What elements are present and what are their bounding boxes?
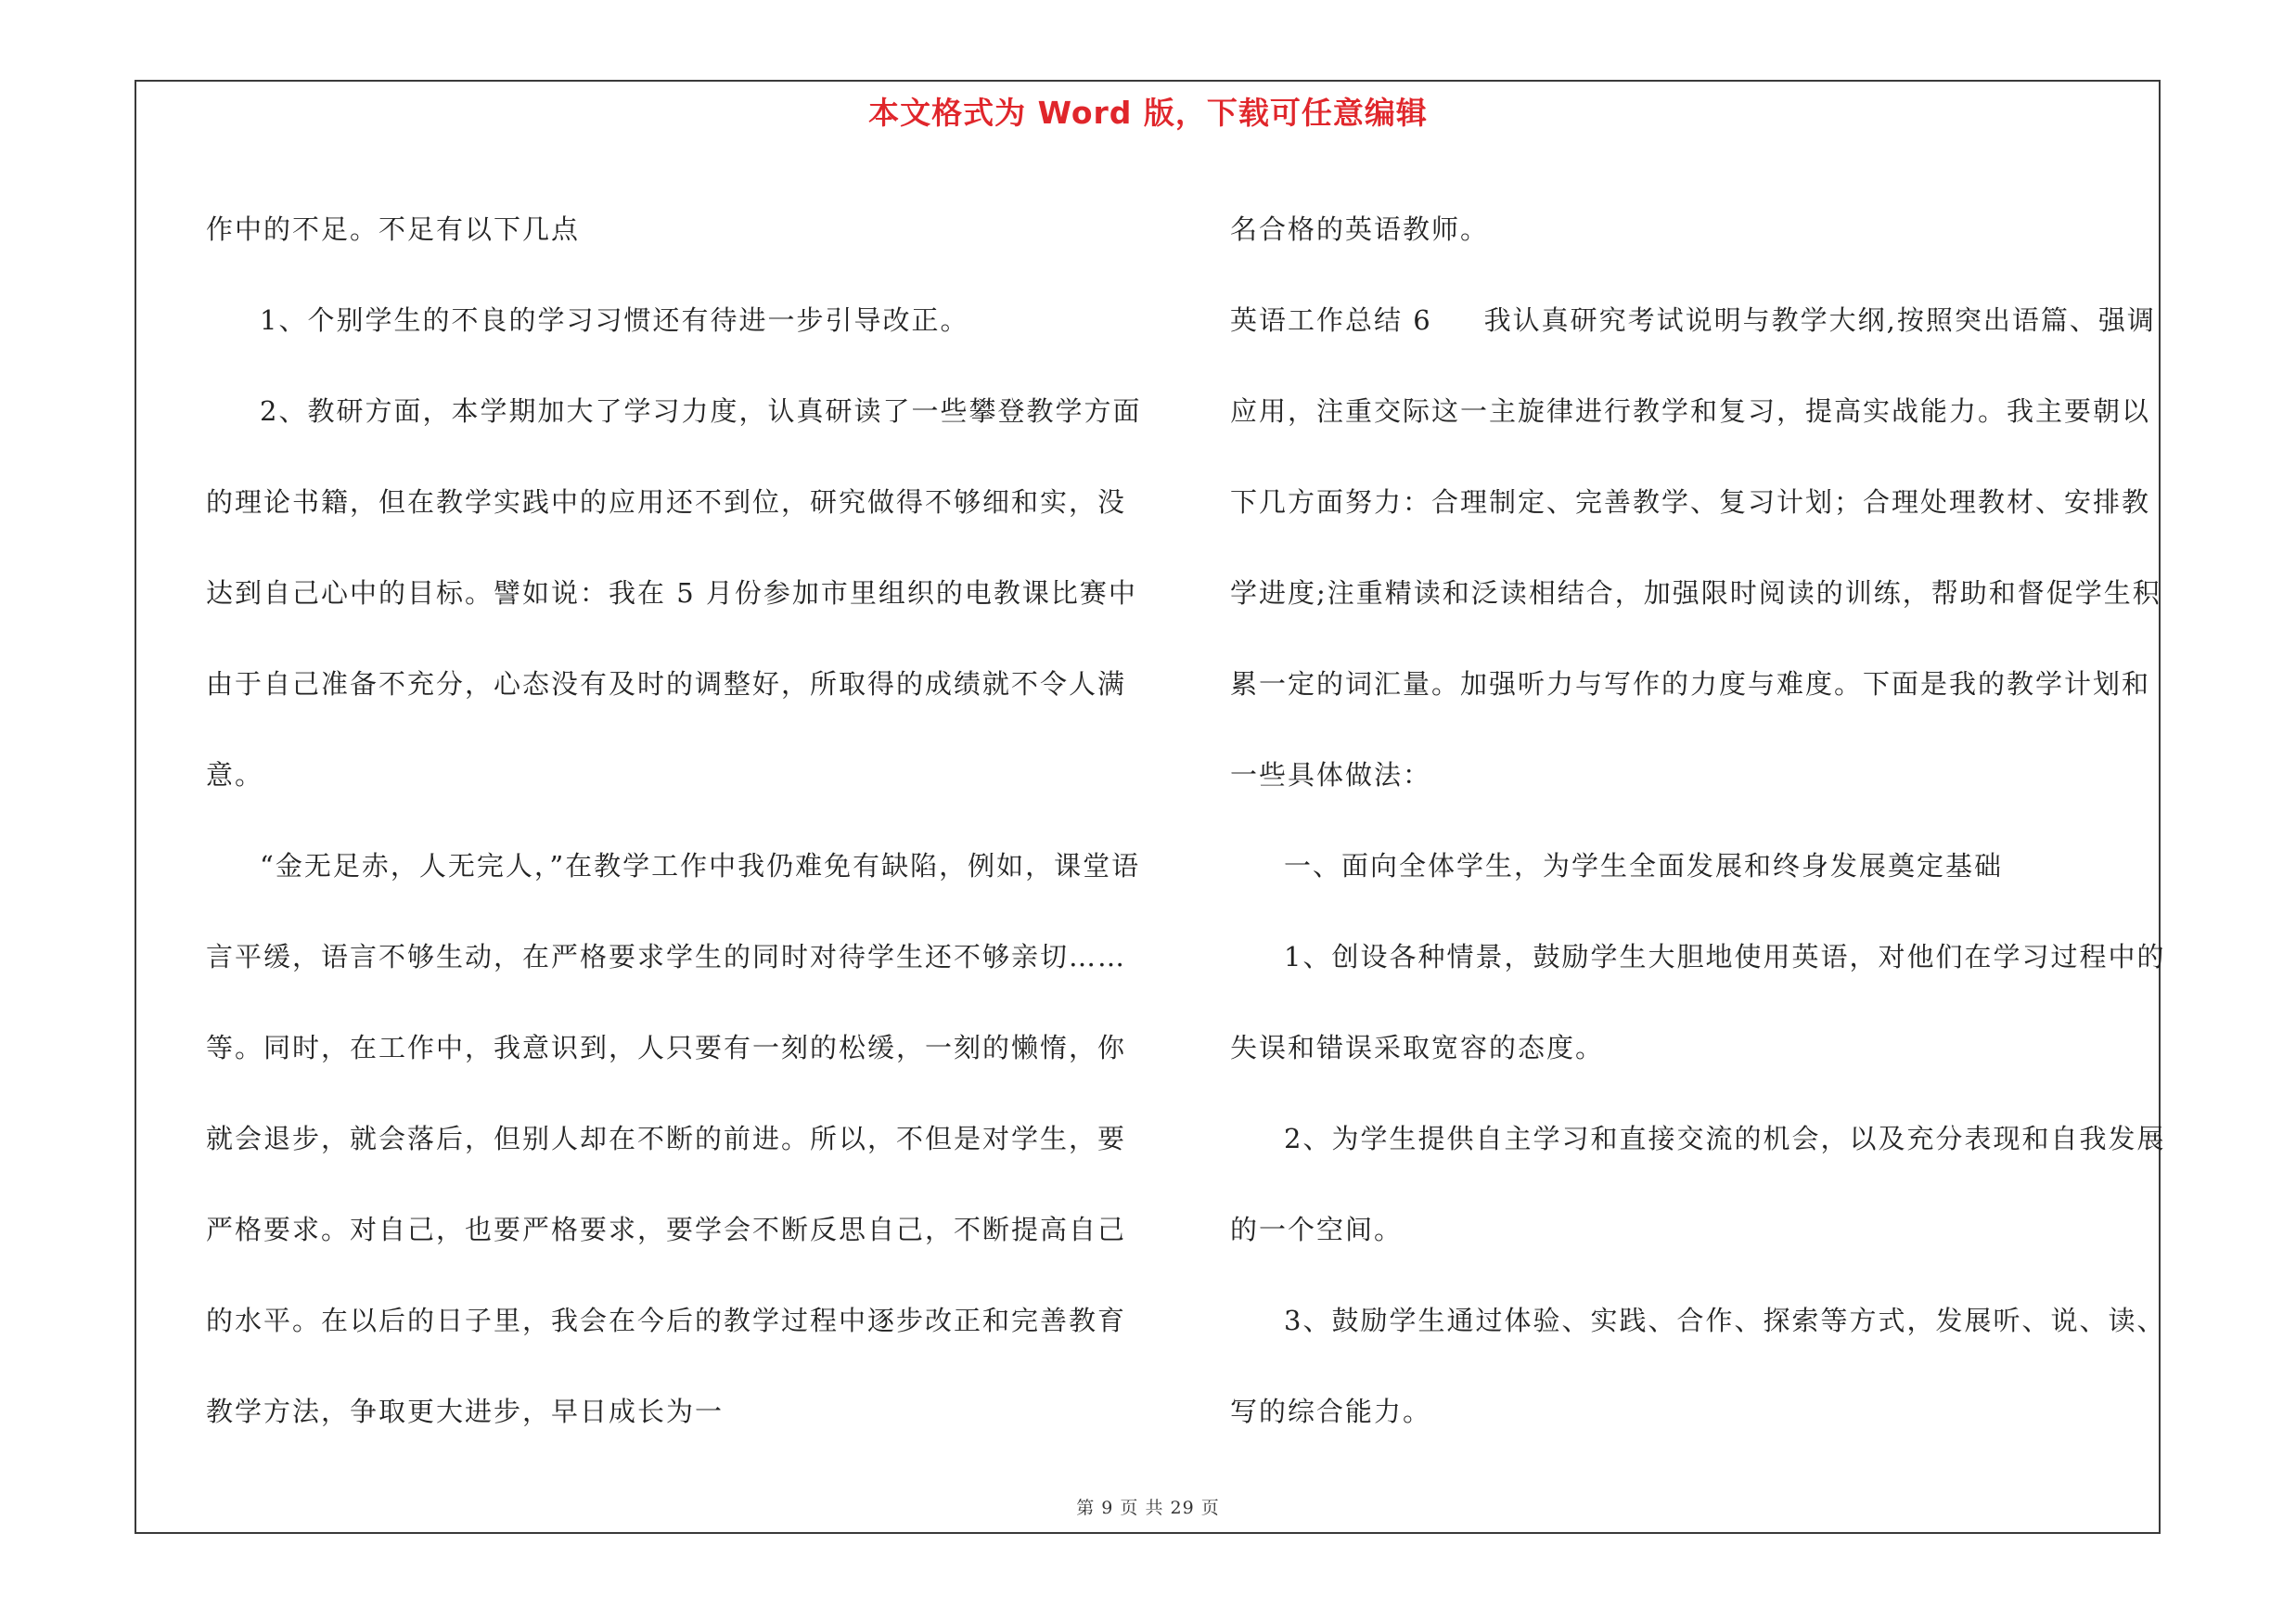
paragraph-continuation: 作中的不足。不足有以下几点 xyxy=(206,213,581,245)
paragraph-item-1: 1、个别学生的不良的学习习惯还有待进一步引导改正。 xyxy=(260,304,969,336)
paragraph-heading-one: 一、面向全体学生，为学生全面发展和终身发展奠定基础 xyxy=(1284,850,2004,882)
paragraph-reflection: “金无足赤，人无完人，”在教学工作中我仍难免有缺陷，例如，课堂语言平缓，语言不够生动，在严格要求学生的同时对待学生还不够亲切……等。同时，在工作中，我意识到，人只要有一刻的松缓，一刻的懒惰，你就会退步，就会落后，但别人却在不断的前进。所以，不但是对学生，要严格要求。对自己，也要严格要求，要学会不断反思自己，不断提高自己的水平。在以后的日子里，我会在今后的教学过程中逐步改正和完善教育教学方法，争取更大进步，早日成长为一 xyxy=(206,850,1141,1427)
section-body: 我认真研究考试说明与教学大纲,按照突出语篇、强调应用，注重交际这一主旋律进行教学和复习，提高实战能力。我主要朝以下几方面努力：合理制定、完善教学、复习计划；合理处理教材、安排教学进度;注重精读和泛读相结合，加强限时阅读的训练，帮助和督促学生积累一定的词汇量。加强听力与写作的力度与难度。下面是我的教学计划和一些具体做法： xyxy=(1230,304,2161,791)
paragraph-point-3: 3、鼓励学生通过体验、实践、合作、探索等方式，发展听、说、读、写的综合能力。 xyxy=(1230,1305,2166,1427)
section-title: 英语工作总结 6 xyxy=(1230,304,1432,336)
paragraph-item-2: 2、教研方面，本学期加大了学习力度，认真研读了一些攀登教学方面的理论书籍，但在教学实践中的应用还不到位，研究做得不够细和实，没达到自己心中的目标。譬如说：我在 5 月份参加市里组织的电教课比赛中由于自己准备不充分，心态没有及时的调整好，所取得的成绩就不令人满意。 xyxy=(206,395,1142,791)
paragraph-point-2: 2、为学生提供自主学习和直接交流的机会，以及充分表现和自我发展的一个空间。 xyxy=(1230,1123,2166,1245)
left-column xyxy=(206,184,1143,1457)
right-column xyxy=(1230,184,2176,1457)
section-summary-6 xyxy=(1230,275,2176,820)
paragraph-continuation-right: 名合格的英语教师。 xyxy=(1230,213,1490,245)
word-format-notice: 本文格式为 Word 版，下载可任意编辑 xyxy=(868,95,1428,131)
paragraph-point-1: 1、创设各种情景，鼓励学生大胆地使用英语，对他们在学习过程中的失误和错误采取宽容的态度。 xyxy=(1230,941,2166,1063)
page-number: 第 9 页 共 29 页 xyxy=(1076,1498,1220,1518)
